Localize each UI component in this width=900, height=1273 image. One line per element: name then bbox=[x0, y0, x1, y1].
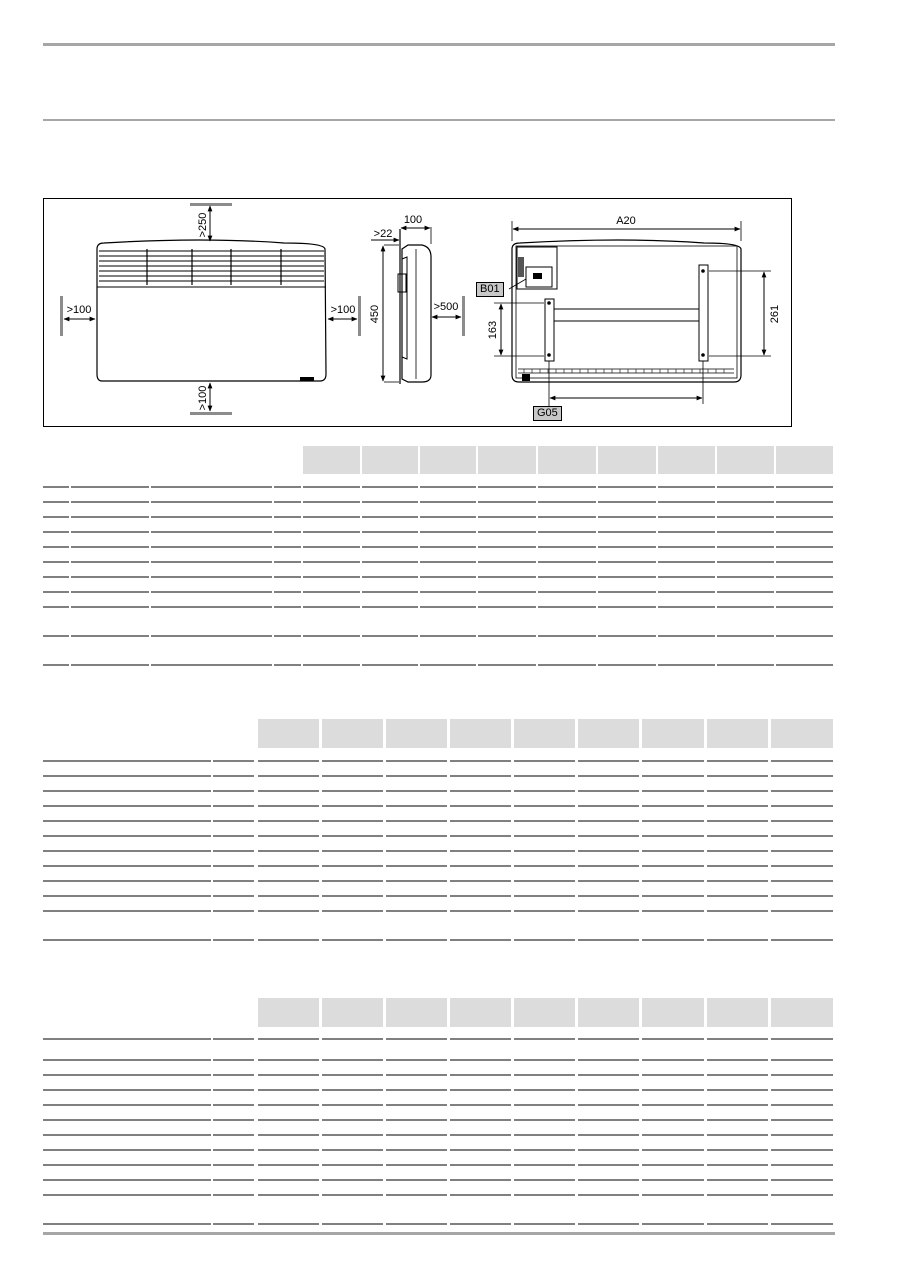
table2-header-cell-1 bbox=[258, 719, 319, 748]
table1-header-cell-2 bbox=[362, 446, 418, 474]
bottom-rule bbox=[43, 1232, 835, 1235]
table3-header-cell-1 bbox=[258, 998, 319, 1027]
table1-header-cell-3 bbox=[420, 446, 476, 474]
table2-header-cell-6 bbox=[578, 719, 639, 748]
dim-bracket-span-label: 261 bbox=[769, 304, 781, 324]
table3-header-cell-9 bbox=[771, 998, 833, 1027]
table2-header-cell-9 bbox=[771, 719, 833, 748]
table2-header-cell-8 bbox=[707, 719, 768, 748]
table3-header-cell-7 bbox=[642, 998, 704, 1027]
top-rule bbox=[43, 43, 835, 46]
table1-header-cell-9 bbox=[776, 446, 833, 474]
dimension-diagram bbox=[44, 199, 793, 428]
table1-header-cell-7 bbox=[658, 446, 715, 474]
table3-header-cell-4 bbox=[450, 998, 511, 1027]
data-table-3 bbox=[43, 998, 833, 1224]
dim-width-label: A20 bbox=[616, 215, 636, 227]
header-rule bbox=[43, 119, 835, 121]
dim-bottom-label: >100 bbox=[197, 385, 209, 411]
installation-drawing bbox=[43, 198, 792, 427]
front-view bbox=[60, 203, 361, 415]
table2-header-cell-4 bbox=[450, 719, 511, 748]
g05-callout: G05 bbox=[533, 406, 562, 421]
table3-header-cell-3 bbox=[386, 998, 447, 1027]
table3-header-cell-6 bbox=[578, 998, 639, 1027]
dim-bracket-height-label: 163 bbox=[487, 320, 499, 340]
table1-header-cell-6 bbox=[598, 446, 656, 474]
data-table-1 bbox=[43, 446, 833, 665]
table2-header-cell-5 bbox=[514, 719, 575, 748]
table2-header-cell-2 bbox=[322, 719, 383, 748]
dim-height-label: 450 bbox=[369, 304, 381, 324]
table1-header-cell-8 bbox=[717, 446, 774, 474]
dim-left-label: >100 bbox=[66, 304, 92, 316]
b01-callout: B01 bbox=[476, 282, 504, 297]
table2-header-cell-3 bbox=[386, 719, 447, 748]
dim-wall-label: >22 bbox=[373, 228, 393, 240]
rear-view bbox=[494, 221, 771, 409]
data-table-2 bbox=[43, 719, 833, 940]
table1-header-cell-5 bbox=[538, 446, 596, 474]
dim-front-label: >500 bbox=[433, 301, 459, 313]
table3-header-cell-5 bbox=[514, 998, 575, 1027]
table1-header-cell-4 bbox=[478, 446, 536, 474]
dim-right-label: >100 bbox=[330, 304, 356, 316]
table3-header-cell-8 bbox=[707, 998, 768, 1027]
dim-top-label: >250 bbox=[197, 212, 209, 238]
table1-header-cell-1 bbox=[303, 446, 360, 474]
table2-header-cell-7 bbox=[642, 719, 704, 748]
dim-depth-label: 100 bbox=[403, 214, 423, 226]
table3-header-cell-2 bbox=[322, 998, 383, 1027]
